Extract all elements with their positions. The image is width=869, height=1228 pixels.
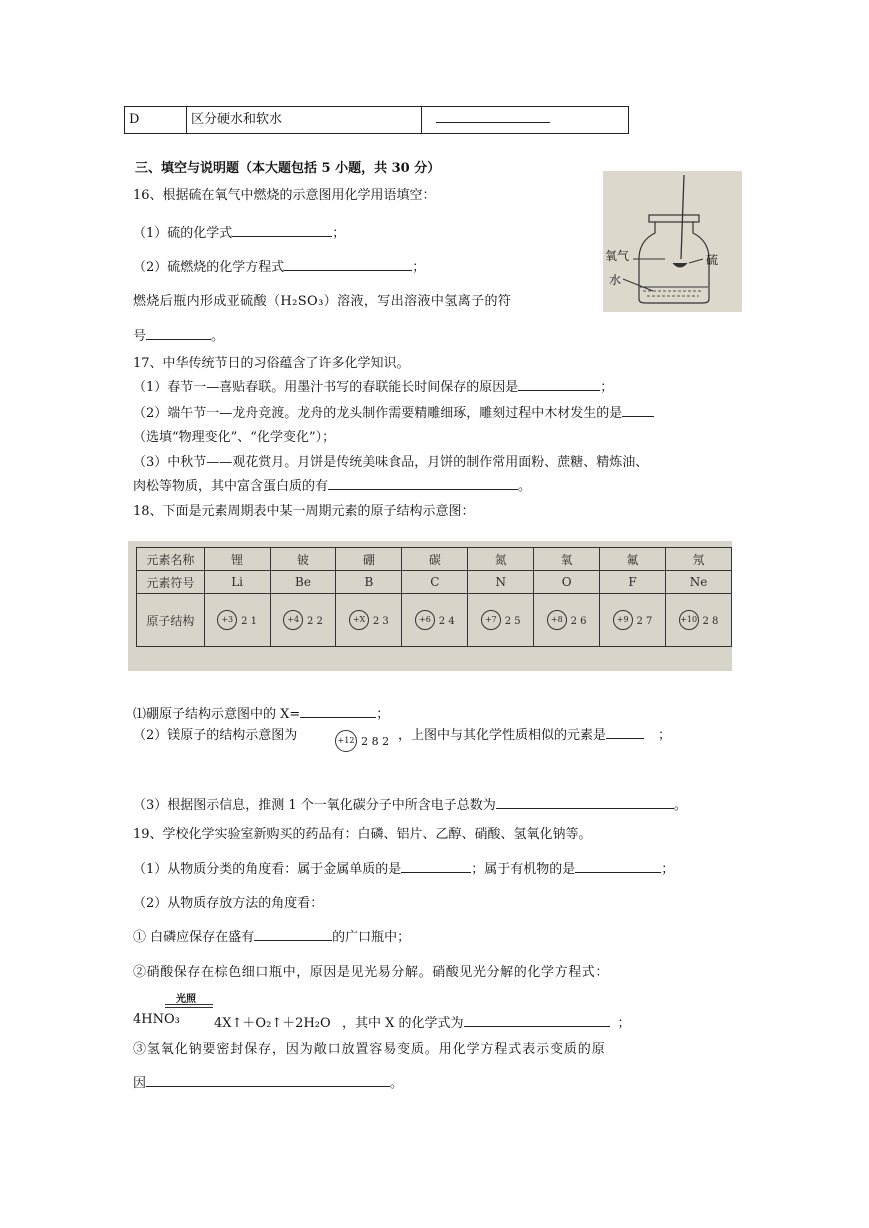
q17-part1-end: ；: [600, 380, 614, 395]
q19-part1-end: ；: [661, 862, 675, 877]
q19-step1-text-a: ① 白磷应保存在盛有: [133, 930, 255, 945]
nucleus: +X: [349, 610, 369, 630]
q18-stem: 18、下面是元素周期表中某一周期元素的原子结构示意图：: [133, 504, 475, 519]
mg-structure: [335, 730, 389, 752]
bottle-svg: [603, 171, 742, 312]
q19-stem: 19、学校化学实验室新购买的药品有：白磷、铝片、乙醇、硝酸、氢氧化钠等。: [133, 827, 592, 842]
atom-structure: [402, 594, 468, 647]
row-letter: D: [125, 107, 187, 133]
q19-step2-end: ；: [617, 1016, 631, 1031]
q18-part2-text-b: ，上图中与其化学性质相似的元素是: [398, 728, 607, 743]
atom-structure: [204, 594, 270, 647]
q19-blank3[interactable]: [254, 926, 332, 941]
shells: 2 4: [438, 615, 455, 627]
q17-part2b: （选填“物理变化”、“化学变化”）；: [133, 430, 336, 445]
element-name: 氧: [534, 548, 600, 571]
q17-blank2[interactable]: [622, 402, 654, 417]
periodic-structure-photo: [128, 541, 732, 671]
atom-structure: [468, 594, 534, 647]
reaction-arrow-line-top: [165, 1004, 213, 1005]
shells: 2 2: [306, 615, 323, 627]
q18-part2: [133, 724, 297, 743]
nucleus: +4: [283, 610, 303, 630]
nucleus: +10: [679, 610, 699, 630]
table-row-structures: [137, 594, 732, 647]
section-title: 三、填空与说明题（本大题包括 5 小题，共 30 分）: [135, 161, 441, 176]
q19-blank2[interactable]: [575, 858, 661, 873]
sulfur-combustion-figure: [603, 171, 742, 312]
q18-part3-end: 。: [673, 798, 687, 813]
element-name: 锂: [204, 548, 270, 571]
q17-part3b: [133, 475, 531, 494]
element-symbol: N: [468, 571, 534, 594]
shells: 2 7: [636, 615, 653, 627]
q17-part2-text: （2）端午节一—龙舟竞渡。龙舟的龙头制作需要精雕细琢，雕刻过程中木材发生的是: [133, 406, 623, 421]
q18-part2-text-a: （2）镁原子的结构示意图为: [133, 728, 298, 743]
nucleus: +9: [613, 610, 633, 630]
q19-step3b-text: 因: [133, 1076, 147, 1091]
row-header-name: 元素名称: [137, 548, 205, 571]
table-row-names: [137, 548, 732, 571]
reaction-arrow-line-bottom: [165, 1007, 213, 1008]
q19-step2: ②硝酸保存在棕色细口瓶中，原因是见光易分解。硝酸见光分解的化学方程式：: [133, 965, 610, 980]
element-symbol: Ne: [666, 571, 732, 594]
element-symbol: Li: [204, 571, 270, 594]
fig-label-oxygen: 氧气: [605, 249, 630, 263]
q18-blank2[interactable]: [606, 724, 644, 739]
q18-part3: [133, 794, 687, 813]
q16-part1-end: ；: [332, 226, 346, 241]
q16-blank2[interactable]: [284, 256, 412, 271]
element-symbol: F: [600, 571, 666, 594]
shells: 2 3: [372, 615, 389, 627]
q19-part1-text-b: ；属于有机物的是: [471, 862, 576, 877]
q18-part2b: [398, 724, 671, 743]
q19-step3: ③氢氧化钠要密封保存，因为敞口放置容易变质。用化学方程式表示变质的原: [133, 1042, 606, 1057]
atom-structure: [270, 594, 336, 647]
q16-part4-text: 号: [133, 329, 147, 344]
q16-part1-text: （1）硫的化学式: [133, 226, 233, 241]
q16-part2-end: ；: [412, 260, 426, 275]
q18-part2-end: ；: [658, 728, 672, 743]
q19-step3b-end: 。: [390, 1076, 404, 1091]
q16-blank3[interactable]: [146, 325, 211, 340]
q18-part3-text: （3）根据图示信息，推测 1 个一氧化碳分子中所含电子总数为: [133, 798, 496, 813]
element-symbol: C: [402, 571, 468, 594]
q16-part2: [133, 256, 425, 275]
q16-blank1[interactable]: [232, 222, 332, 237]
q16-part4: [133, 325, 224, 344]
q18-blank3[interactable]: [496, 794, 674, 809]
q17-blank1[interactable]: [518, 376, 600, 391]
q19-step1: [133, 926, 410, 945]
nucleus: +6: [415, 610, 435, 630]
element-name: 碳: [402, 548, 468, 571]
answer-blank[interactable]: [436, 108, 550, 123]
q19-part2: （2）从物质存放方法的角度看：: [133, 896, 324, 911]
q19-blank5[interactable]: [146, 1072, 390, 1087]
atom-structure: [336, 594, 402, 647]
row-text: 区分硬水和软水: [187, 107, 422, 133]
q18-part1-end: ；: [376, 707, 390, 722]
answer-table-row-d: [124, 106, 629, 134]
q17-part1-text: （1）春节一—喜贴春联。用墨汁书写的春联能长时间保存的原因是: [133, 380, 519, 395]
q19-blank1[interactable]: [401, 858, 471, 873]
fig-label-sulfur: 硫: [706, 253, 719, 267]
atom-structure: [534, 594, 600, 647]
fig-label-water: 水: [609, 273, 622, 287]
q17-blank3[interactable]: [328, 475, 518, 490]
atom-structure: [600, 594, 666, 647]
reaction-right: 4X↑＋O₂↑＋2H₂O: [214, 1016, 331, 1031]
q17-part1: [133, 376, 613, 395]
row-header-symbol: 元素符号: [137, 571, 205, 594]
q17-part2: [133, 402, 654, 421]
q17-part3b-text: 肉松等物质，其中富含蛋白质的有: [133, 479, 329, 494]
q19-part1: [133, 858, 674, 877]
reaction-condition: 光照: [176, 994, 196, 1005]
q18-blank1[interactable]: [300, 703, 376, 718]
q18-part1: [133, 703, 389, 722]
q16-part3: 燃烧后瓶内形成亚硫酸（H₂SO₃）溶液，写出溶液中氢离子的符: [133, 294, 512, 309]
q17-stem: 17、中华传统节日的习俗蕴含了许多化学知识。: [133, 356, 410, 371]
mg-nucleus: +12: [335, 730, 357, 752]
q19-step3b: [133, 1072, 403, 1091]
element-symbol: Be: [270, 571, 336, 594]
shells: 2 1: [241, 615, 257, 627]
nucleus: +3: [217, 610, 237, 630]
shells: 2 6: [570, 615, 587, 627]
element-name: 氮: [468, 548, 534, 571]
q19-blank4[interactable]: [464, 1012, 610, 1027]
row-answer-cell: [422, 107, 626, 133]
q16-stem: 16、根据硫在氧气中燃烧的示意图用化学用语填空：: [133, 188, 436, 203]
q19-step2-question: [342, 1012, 631, 1031]
q16-part1: [133, 222, 345, 241]
q19-step1-text-b: 的广口瓶中；: [332, 930, 411, 945]
q18-part1-text: ⑴硼原子结构示意图中的 X=: [133, 707, 301, 722]
element-name: 硼: [336, 548, 402, 571]
element-name: 氖: [666, 548, 732, 571]
row-header-structure: 原子结构: [137, 594, 205, 647]
mg-shells: 2 8 2: [361, 734, 390, 748]
shells: 2 5: [504, 615, 521, 627]
q19-part1-text-a: （1）从物质分类的角度看：属于金属单质的是: [133, 862, 402, 877]
shells: 2 8: [702, 615, 719, 627]
q16-part4-end: 。: [211, 329, 225, 344]
element-symbol: B: [336, 571, 402, 594]
q16-part2-text: （2）硫燃烧的化学方程式: [133, 260, 285, 275]
nucleus: +8: [547, 610, 567, 630]
element-name: 氟: [600, 548, 666, 571]
element-name: 铍: [270, 548, 336, 571]
q17-part3b-end: 。: [518, 479, 532, 494]
table-row-symbols: [137, 571, 732, 594]
atom-structure: [666, 594, 732, 647]
element-symbol: O: [534, 571, 600, 594]
reaction-left: 4HNO₃: [133, 1012, 180, 1027]
periodic-structure-table: [136, 547, 732, 647]
nucleus: +7: [481, 610, 501, 630]
q19-step2-tail: ，其中 X 的化学式为: [342, 1016, 464, 1031]
q17-part3: （3）中秋节——观花赏月。月饼是传统美味食品，月饼的制作常用面粉、蔗糖、精炼油、: [133, 455, 649, 470]
